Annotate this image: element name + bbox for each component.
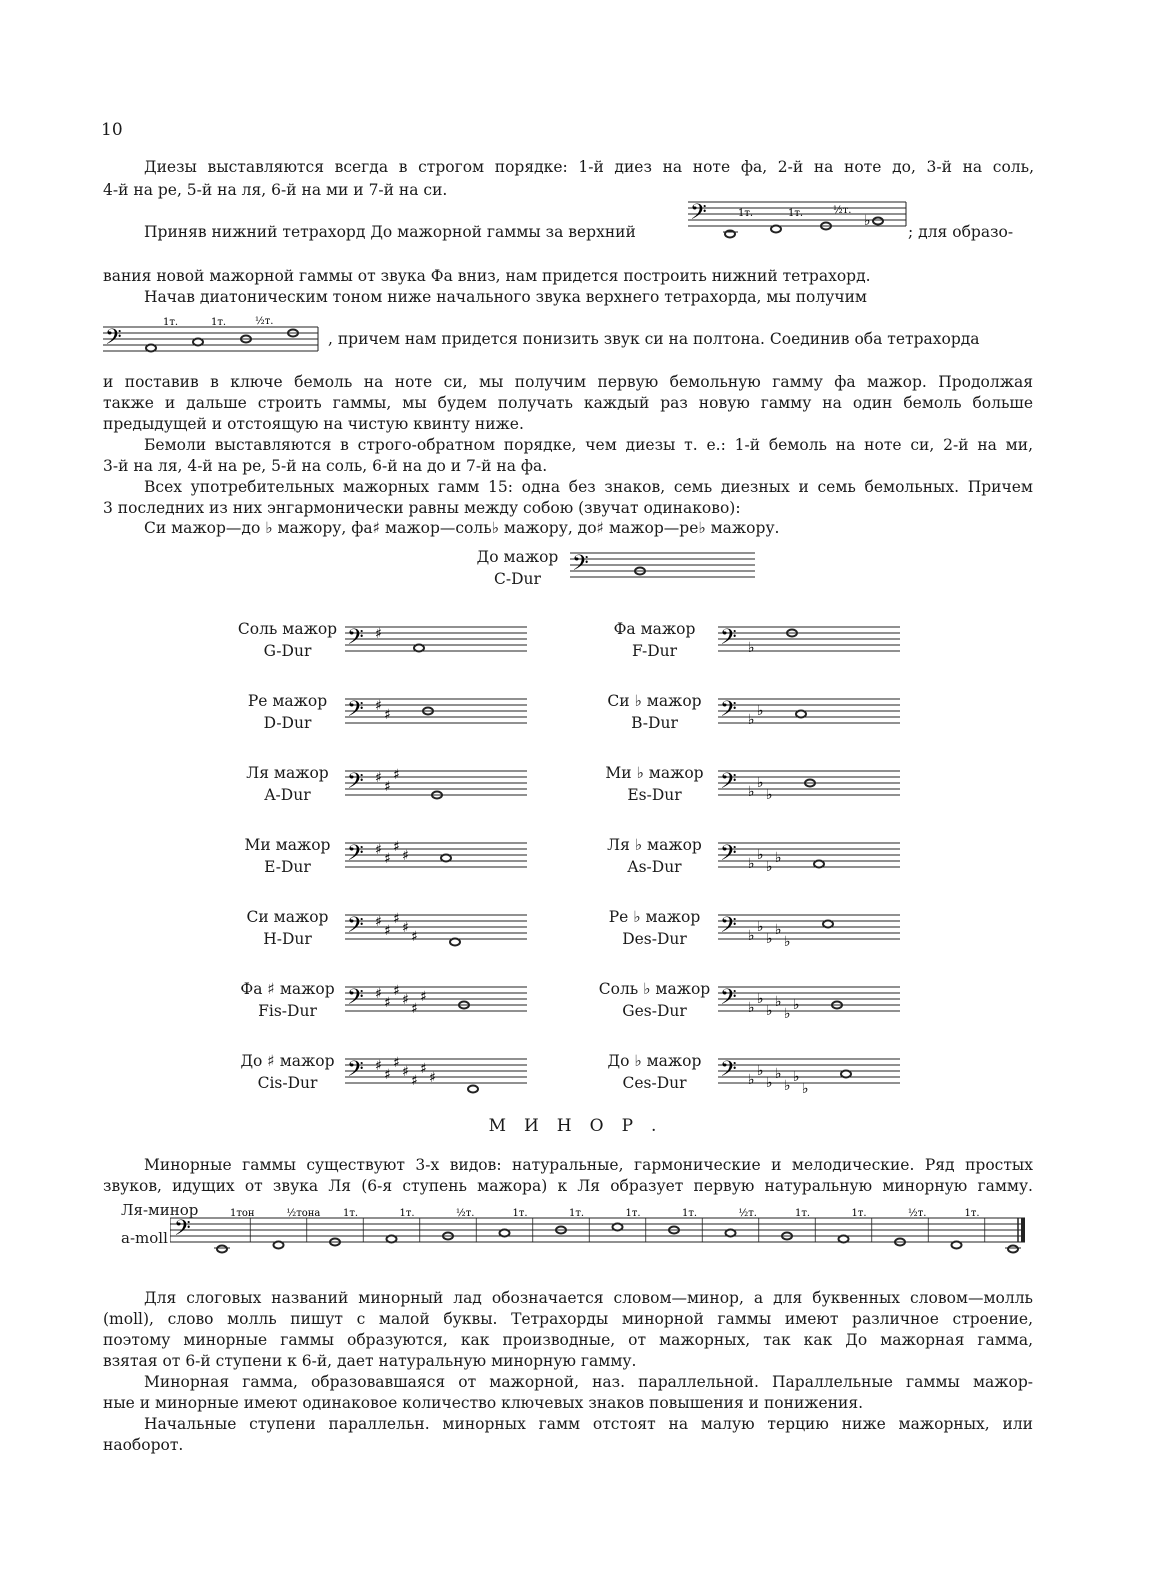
- flat-key-label: [592, 978, 717, 1022]
- note: [839, 1236, 849, 1243]
- flat-key-label: [592, 834, 717, 878]
- key-name-de: B-Dur: [631, 714, 678, 732]
- sharp-key-label: [225, 978, 350, 1022]
- text-line: Минорная гамма, образовавшаяся от мажорной, наз. параллельной. Параллельные гаммы мажор-: [144, 1373, 1033, 1391]
- flat-key-label: [592, 762, 717, 806]
- bass-clef-icon: 𝄢: [720, 841, 737, 871]
- sharp-icon: ♯: [420, 989, 427, 1005]
- interval-label: 1т.: [738, 208, 754, 219]
- text-line: Бемоли выставляются в строго-обратном порядке, чем диезы т. е.: 1-й бемоль на ноте си, 2-й на ми,: [144, 436, 1033, 454]
- flat-icon: ♭: [748, 1072, 755, 1088]
- bass-clef-icon: 𝄢: [347, 985, 364, 1015]
- key-name-de: Es-Dur: [627, 786, 682, 804]
- sharp-key-label: [225, 618, 350, 662]
- bass-clef-icon: 𝄢: [720, 985, 737, 1015]
- sharp-icon: ♯: [411, 1001, 418, 1017]
- sharp-icon: ♯: [393, 911, 400, 927]
- note: [771, 226, 781, 233]
- text-line: ; для образо-: [908, 223, 1014, 241]
- sharp-icon: ♯: [375, 842, 382, 858]
- minor-heading: МИНОР.: [488, 1116, 675, 1136]
- key-name-de: E-Dur: [264, 858, 311, 876]
- sharp-icon: ♯: [384, 707, 391, 723]
- key-name-de: G-Dur: [263, 642, 312, 660]
- sharp-icon: ♯: [375, 986, 382, 1002]
- interval-label: 1т.: [512, 1208, 528, 1219]
- sharp-icon: ♯: [375, 626, 382, 642]
- sharp-icon: ♯: [411, 929, 418, 945]
- flat-icon: ♭: [748, 640, 755, 656]
- text-line: звуков, идущих от звука Ля (6-я ступень мажора) к Ля образует первую натуральную минорную гамму.: [103, 1177, 1033, 1195]
- interval-label: ½т.: [738, 1208, 757, 1219]
- text-line: Си мажор—до ♭ мажору, фа♯ мажор—соль♭ мажору, до♯ мажор—ре♭ мажору.: [144, 519, 780, 537]
- sharp-key-staff: [345, 620, 535, 668]
- sharp-icon: ♯: [411, 1073, 418, 1089]
- bass-clef-icon: 𝄢: [347, 913, 364, 943]
- c-major-staff: [570, 548, 760, 588]
- sharp-key-staff: [345, 908, 535, 956]
- flat-key-label: [592, 618, 717, 662]
- flat-icon: ♭: [793, 1069, 800, 1085]
- key-name-ru: Фа ♯ мажор: [240, 980, 335, 998]
- flat-icon: ♭: [766, 1003, 773, 1019]
- note: [796, 711, 806, 718]
- sharp-icon: ♯: [402, 992, 409, 1008]
- text-line: Всех употребительных мажорных гамм 15: одна без знаков, семь диезных и семь бемольных. Причем: [144, 478, 1033, 496]
- flat-icon: ♭: [766, 787, 773, 803]
- flat-icon: ♭: [793, 997, 800, 1013]
- flat-icon: ♭: [784, 934, 791, 950]
- interval-label: 1т.: [399, 1208, 415, 1219]
- key-name-ru: Си мажор: [246, 908, 329, 926]
- sharp-key-label: [225, 834, 350, 878]
- sharp-icon: ♯: [429, 1070, 436, 1086]
- key-name-ru: До ♭ мажор: [607, 1052, 702, 1070]
- key-name-ru: Ре мажор: [247, 692, 328, 710]
- note: [387, 1236, 397, 1243]
- flat-icon: ♭: [757, 919, 764, 935]
- key-name-de: Des-Dur: [622, 930, 687, 948]
- bass-clef-icon: 𝄢: [347, 769, 364, 799]
- note: [841, 1071, 851, 1078]
- sharp-key-staff: [345, 980, 535, 1028]
- text-line: предыдущей и отстоящую на чистую квинту ниже.: [103, 415, 524, 433]
- sharp-icon: ♯: [384, 923, 391, 939]
- interval-label: 1т.: [682, 1208, 698, 1219]
- interval-label: 1т.: [625, 1208, 641, 1219]
- sharp-key-label: [225, 762, 350, 806]
- bass-clef-icon: 𝄢: [690, 200, 707, 230]
- flat-icon: ♭: [748, 928, 755, 944]
- text-line: ные и минорные имеют одинаковое количество ключевых знаков повышения и понижения.: [103, 1394, 864, 1412]
- interval-label: ½т.: [255, 316, 274, 327]
- note: [726, 1230, 736, 1237]
- note: [274, 1242, 284, 1249]
- sharp-key-staff: [345, 1052, 535, 1100]
- note: [814, 861, 824, 868]
- note: [217, 1246, 227, 1253]
- key-name-de: C-Dur: [494, 570, 541, 588]
- interval-label: 1т.: [211, 317, 227, 328]
- text-line: поэтому минорные гаммы образуются, как производные, от мажорных, так как До мажорная гамма,: [103, 1331, 1033, 1349]
- sharp-icon: ♯: [375, 914, 382, 930]
- flat-icon: ♭: [757, 703, 764, 719]
- text-line: 4-й на ре, 5-й на ля, 6-й на ми и 7-й на си.: [103, 181, 448, 199]
- bass-clef-icon: 𝄢: [347, 841, 364, 871]
- bass-clef-icon: 𝄢: [347, 1057, 364, 1087]
- note: [952, 1242, 962, 1249]
- key-name-de: Fis-Dur: [258, 1002, 317, 1020]
- sharp-key-label: [225, 906, 350, 950]
- flat-key-staff: [718, 1052, 908, 1100]
- flat-key-label: [592, 906, 717, 950]
- note: [414, 645, 424, 652]
- sharp-key-label: [225, 690, 350, 734]
- key-name-ru: Ре ♭ мажор: [608, 908, 701, 926]
- interval-label: 1т.: [964, 1208, 980, 1219]
- sharp-icon: ♯: [393, 839, 400, 855]
- key-name-ru: Ми мажор: [244, 836, 331, 854]
- sharp-key-label: [225, 1050, 350, 1094]
- flat-icon: ♭: [757, 1063, 764, 1079]
- a-minor-staff: [170, 1203, 1030, 1263]
- a-minor-label-ru: Ля-минор: [121, 1201, 199, 1219]
- text-line: взятая от 6-й ступени к 6-й, дает натуральную минорную гамму.: [103, 1352, 637, 1370]
- bass-clef-icon: 𝄢: [347, 625, 364, 655]
- sharp-icon: ♯: [393, 767, 400, 783]
- interval-label: ½т.: [833, 205, 852, 216]
- note: [146, 345, 156, 352]
- bass-clef-icon: 𝄢: [347, 697, 364, 727]
- flat-key-staff: [718, 980, 908, 1028]
- flat-icon: ♭: [757, 847, 764, 863]
- sharp-icon: ♯: [402, 920, 409, 936]
- key-name-de: A-Dur: [264, 786, 311, 804]
- bass-clef-icon: 𝄢: [105, 325, 122, 355]
- text-line: Диезы выставляются всегда в строгом порядке: 1-й диез на ноте фа, 2-й на ноте до, 3-й на соль,: [144, 158, 1034, 176]
- interval-label: 1т.: [343, 1208, 359, 1219]
- flat-key-staff: [718, 620, 908, 668]
- interval-label: 1т.: [569, 1208, 585, 1219]
- flat-key-staff: [718, 764, 908, 812]
- key-name-ru: Соль мажор: [237, 620, 338, 638]
- sharp-icon: ♯: [375, 698, 382, 714]
- sharp-icon: ♯: [420, 1061, 427, 1077]
- flat-icon: ♭: [864, 213, 871, 229]
- interval-label: 1т.: [788, 208, 804, 219]
- flat-key-staff: [718, 908, 908, 956]
- key-name-ru: Ля ♭ мажор: [607, 836, 702, 854]
- key-name-ru: Фа мажор: [613, 620, 696, 638]
- a-minor-label-de: a-moll: [121, 1229, 168, 1247]
- bass-clef-icon: 𝄢: [720, 913, 737, 943]
- text-line: (moll), слово молль пишут с малой буквы. Тетрахорды минорной гаммы имеют различное строение,: [103, 1310, 1033, 1328]
- sharp-key-staff: [345, 692, 535, 740]
- sharp-icon: ♯: [402, 1064, 409, 1080]
- note: [823, 921, 833, 928]
- flat-icon: ♭: [775, 850, 782, 866]
- flat-icon: ♭: [784, 1078, 791, 1094]
- text-line: 3 последних из них энгармонически равны между собою (звучат одинаково):: [103, 499, 741, 517]
- text-line: также и дальше строить гаммы, мы будем получать каждый раз новую гамму на один бемоль больше: [103, 394, 1033, 412]
- sharp-icon: ♯: [384, 851, 391, 867]
- key-name-de: Cis-Dur: [257, 1074, 318, 1092]
- flat-icon: ♭: [775, 1066, 782, 1082]
- interval-label: ½т.: [456, 1208, 475, 1219]
- note: [500, 1230, 510, 1237]
- text-line: 3-й на ля, 4-й на ре, 5-й на соль, 6-й на до и 7-й на фа.: [103, 457, 548, 475]
- sharp-icon: ♯: [375, 770, 382, 786]
- note: [450, 939, 460, 946]
- flat-icon: ♭: [775, 994, 782, 1010]
- flat-icon: ♭: [775, 922, 782, 938]
- flat-key-staff: [718, 836, 908, 884]
- flat-key-label: [592, 690, 717, 734]
- text-line: , причем нам придется понизить звук си на полтона. Соединив оба тетрахорда: [328, 330, 980, 348]
- note: [613, 1224, 623, 1231]
- sharp-icon: ♯: [384, 779, 391, 795]
- key-name-ru: Ля мажор: [246, 764, 329, 782]
- flat-icon: ♭: [748, 1000, 755, 1016]
- text-line: вания новой мажорной гаммы от звука Фа вниз, нам придется построить нижний тетрахорд.: [103, 267, 871, 285]
- bass-clef-icon: 𝄢: [174, 1216, 191, 1246]
- interval-label: ½тона: [286, 1208, 321, 1219]
- flat-icon: ♭: [802, 1081, 809, 1097]
- sharp-icon: ♯: [384, 1067, 391, 1083]
- note: [441, 855, 451, 862]
- interval-label: 1тон: [230, 1208, 255, 1219]
- key-name-ru: Си ♭ мажор: [607, 692, 702, 710]
- sharp-key-staff: [345, 836, 535, 884]
- text-line: Приняв нижний тетрахорд До мажорной гаммы за верхний: [144, 223, 636, 241]
- bass-clef-icon: 𝄢: [720, 625, 737, 655]
- key-name-de: As-Dur: [627, 858, 682, 876]
- text-line: наоборот.: [103, 1436, 184, 1454]
- text-line: Начав диатоническим тоном ниже начального звука верхнего тетрахорда, мы получим: [144, 288, 867, 306]
- sharp-icon: ♯: [384, 995, 391, 1011]
- flat-icon: ♭: [766, 931, 773, 947]
- flat-icon: ♭: [784, 1006, 791, 1022]
- note: [873, 218, 883, 225]
- note: [193, 339, 203, 346]
- key-name-de: D-Dur: [263, 714, 312, 732]
- interval-label: 1т.: [163, 317, 179, 328]
- bass-clef-icon: 𝄢: [720, 769, 737, 799]
- sharp-icon: ♯: [393, 983, 400, 999]
- flat-icon: ♭: [757, 991, 764, 1007]
- upper-tetrachord-staff: [688, 196, 908, 244]
- sharp-icon: ♯: [393, 1055, 400, 1071]
- text-line: Минорные гаммы существуют 3-х видов: натуральные, гармонические и мелодические. Ряд простых: [144, 1156, 1033, 1174]
- flat-icon: ♭: [748, 784, 755, 800]
- flat-icon: ♭: [757, 775, 764, 791]
- sharp-icon: ♯: [402, 848, 409, 864]
- key-name-de: H-Dur: [263, 930, 312, 948]
- text-line: Начальные ступени параллельн. минорных гамм отстоят на малую терцию ниже мажорных, или: [144, 1415, 1033, 1433]
- key-name-ru: До ♯ мажор: [240, 1052, 335, 1070]
- bass-clef-icon: 𝄢: [572, 551, 589, 581]
- flat-icon: ♭: [766, 859, 773, 875]
- bass-clef-icon: 𝄢: [720, 1057, 737, 1087]
- flat-icon: ♭: [766, 1075, 773, 1091]
- key-name-de: Ces-Dur: [622, 1074, 687, 1092]
- sharp-icon: ♯: [375, 1058, 382, 1074]
- interval-label: ½т.: [908, 1208, 927, 1219]
- text-line: Для слоговых названий минорный лад обозначается словом—минор, а для буквенных словом—молль: [144, 1289, 1033, 1307]
- key-name-ru: До мажор: [476, 548, 559, 566]
- page-number: 10: [101, 120, 123, 140]
- interval-label: 1т.: [851, 1208, 867, 1219]
- flat-key-staff: [718, 692, 908, 740]
- lower-tetrachord-staff: [103, 315, 323, 360]
- text-line: и поставив в ключе бемоль на ноте си, мы получим первую бемольную гамму фа мажор. Продолжая: [103, 373, 1033, 391]
- note: [468, 1086, 478, 1093]
- key-name-ru: Соль ♭ мажор: [598, 980, 711, 998]
- flat-key-label: [592, 1050, 717, 1094]
- key-name-ru: Ми ♭ мажор: [605, 764, 704, 782]
- flat-icon: ♭: [748, 856, 755, 872]
- flat-icon: ♭: [748, 712, 755, 728]
- bass-clef-icon: 𝄢: [720, 697, 737, 727]
- c-major-label: [455, 546, 580, 590]
- key-name-de: Ges-Dur: [622, 1002, 687, 1020]
- note: [1008, 1246, 1018, 1253]
- sharp-key-staff: [345, 764, 535, 812]
- interval-label: 1т.: [795, 1208, 811, 1219]
- key-name-de: F-Dur: [631, 642, 678, 660]
